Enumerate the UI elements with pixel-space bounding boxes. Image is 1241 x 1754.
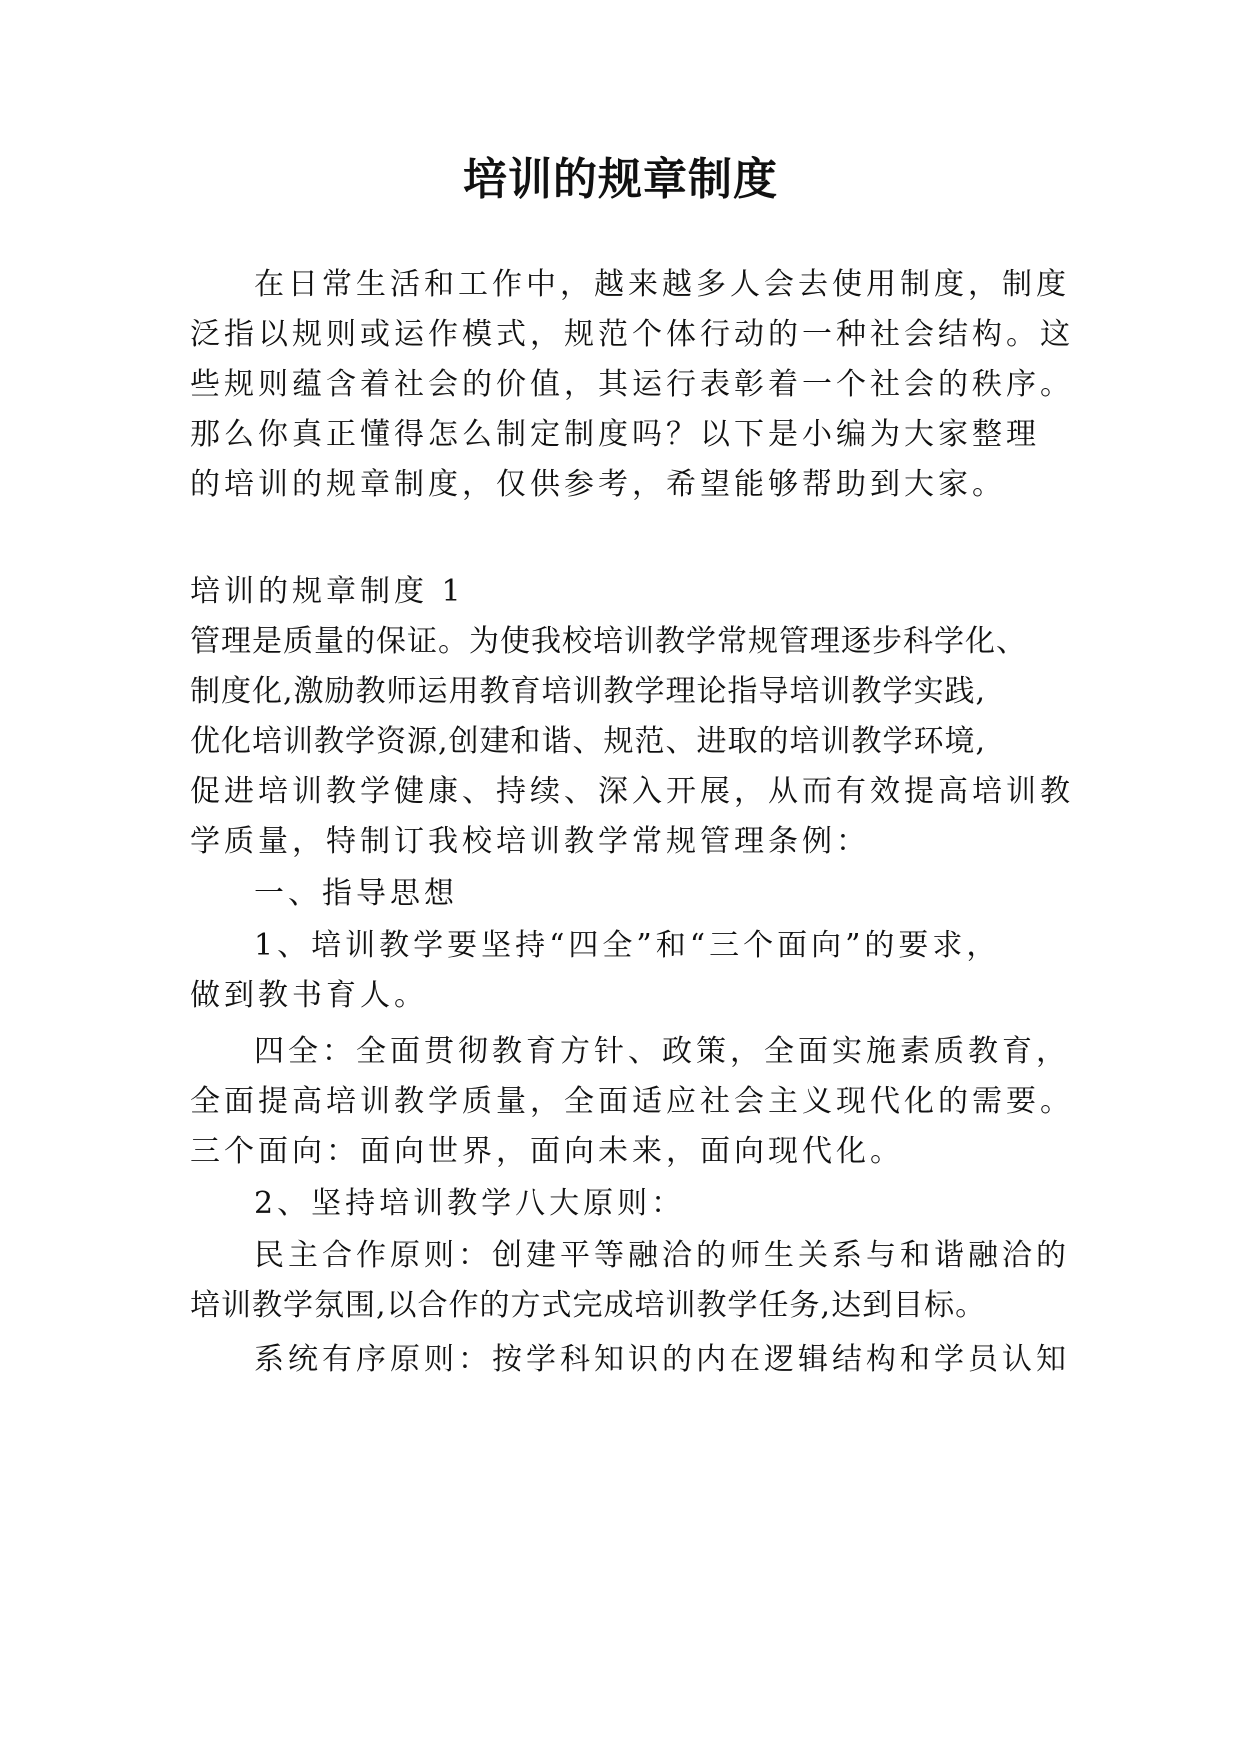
section-line: 学质量，特制订我校培训教学常规管理条例：: [190, 824, 870, 859]
section-line: 优化培训教学资源,创建和谐、规范、进取的培训教学环境,: [190, 724, 987, 759]
section-line: 制度化,激励教师运用教育培训教学理论指导培训教学实践,: [190, 674, 987, 709]
section-line: 管理是质量的保证。为使我校培训教学常规管理逐步科学化、: [190, 624, 1027, 659]
four-completes-line: 全面提高培训教学质量，全面适应社会主义现代化的需要。: [190, 1084, 1074, 1119]
item-1-line: 1、培训教学要坚持“四全”和“三个面向”的要求，: [254, 928, 1001, 963]
intro-line: 些规则蕴含着社会的价值，其运行表彰着一个社会的秩序。: [190, 367, 1074, 402]
four-completes-line: 三个面向：面向世界，面向未来，面向现代化。: [190, 1134, 904, 1169]
item-1-line: 做到教书育人。: [190, 978, 428, 1013]
intro-line: 泛指以规则或运作模式，规范个体行动的一种社会结构。这: [190, 317, 1074, 352]
four-completes-line: 四全：全面贯彻教育方针、政策，全面实施素质教育，: [254, 1034, 1070, 1069]
systematic-principle-line: 系统有序原则：按学科知识的内在逻辑结构和学员认知: [254, 1342, 1070, 1377]
intro-line: 那么你真正懂得怎么制定制度吗？以下是小编为大家整理: [190, 417, 1040, 452]
heading-guiding-ideology: 一、指导思想: [254, 876, 458, 911]
section-heading: 培训的规章制度 1: [190, 574, 465, 609]
intro-line: 在日常生活和工作中，越来越多人会去使用制度，制度: [254, 267, 1070, 302]
item-2: 2、坚持培训教学八大原则：: [254, 1186, 686, 1221]
democratic-principle-line: 民主合作原则：创建平等融洽的师生关系与和谐融洽的: [254, 1238, 1070, 1273]
document-title: 培训的规章制度: [463, 154, 778, 205]
section-line: 促进培训教学健康、持续、深入开展，从而有效提高培训教: [190, 774, 1074, 809]
intro-line: 的培训的规章制度，仅供参考，希望能够帮助到大家。: [190, 467, 1006, 502]
democratic-principle-line: 培训教学氛围,以合作的方式完成培训教学任务,达到目标。: [190, 1288, 987, 1323]
